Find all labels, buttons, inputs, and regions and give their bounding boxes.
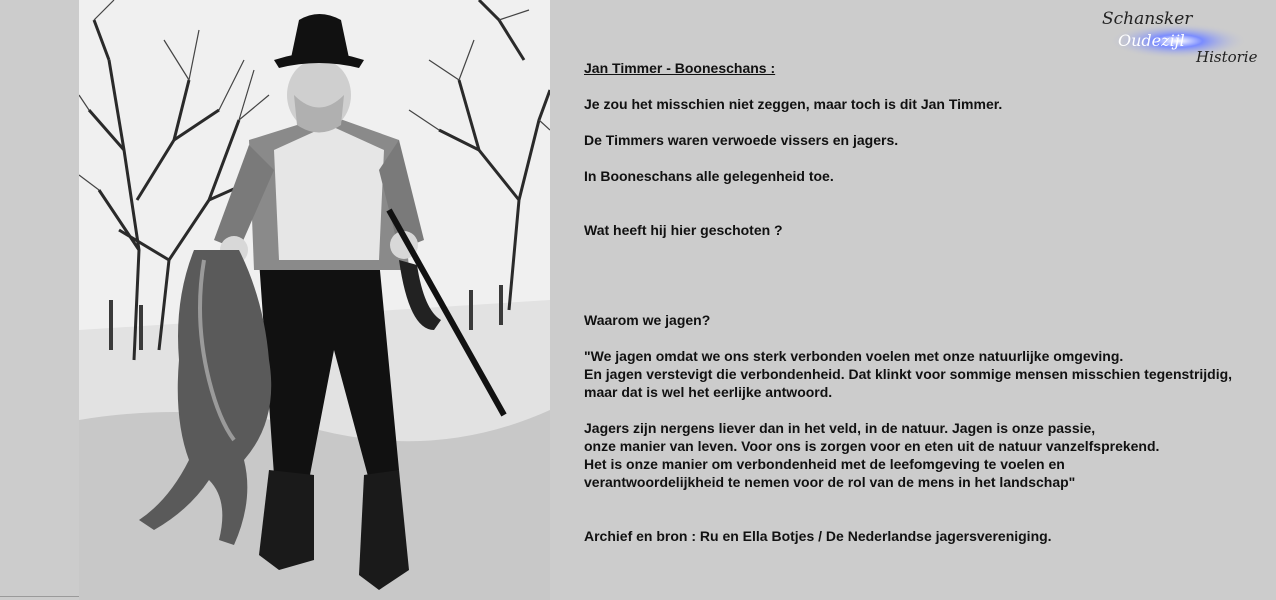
quote-line: onze manier van leven. Voor ons is zorgen voor en eten uit de natuur vanzelfsprekend. [584, 438, 1160, 454]
source-text: Archief en bron : Ru en Ella Botjes / De Nederlandse jagersvereniging. [584, 528, 1052, 544]
quote-line: En jagen verstevigt die verbondenheid. Dat klinkt voor sommige mensen misschien tegenstrijdig, [584, 366, 1233, 382]
article-text [584, 59, 1274, 545]
divider [0, 596, 79, 597]
article-heading: Jan Timmer - Booneschans : [584, 60, 776, 76]
logo-line-2: Oudezijl [1118, 31, 1185, 50]
quote-line: Het is onze manier om verbondenheid met de leefomgeving te voelen en [584, 456, 1065, 472]
hunter-photo [79, 0, 550, 600]
why-heading: Waarom we jagen? [584, 312, 711, 328]
paragraph-1: Je zou het misschien niet zeggen, maar toch is dit Jan Timmer. [584, 96, 1003, 112]
quote-line: maar dat is wel het eerlijke antwoord. [584, 384, 833, 400]
hunter-photo-drawing [79, 0, 550, 600]
question-text: Wat heeft hij hier geschoten ? [584, 222, 783, 238]
quote-line: "We jagen omdat we ons sterk verbonden voelen met onze natuurlijke omgeving. [584, 348, 1124, 364]
quote-line: verantwoordelijkheid te nemen voor de rol van de mens in het landschap" [584, 474, 1076, 490]
quote-line: Jagers zijn nergens liever dan in het veld, in de natuur. Jagen is onze passie, [584, 420, 1096, 436]
paragraph-2: De Timmers waren verwoede vissers en jagers. [584, 132, 899, 148]
paragraph-3: In Booneschans alle gelegenheid toe. [584, 168, 834, 184]
site-logo[interactable] [1098, 4, 1270, 66]
logo-line-3: Historie [1196, 48, 1258, 66]
logo-line-1: Schansker [1102, 9, 1193, 29]
